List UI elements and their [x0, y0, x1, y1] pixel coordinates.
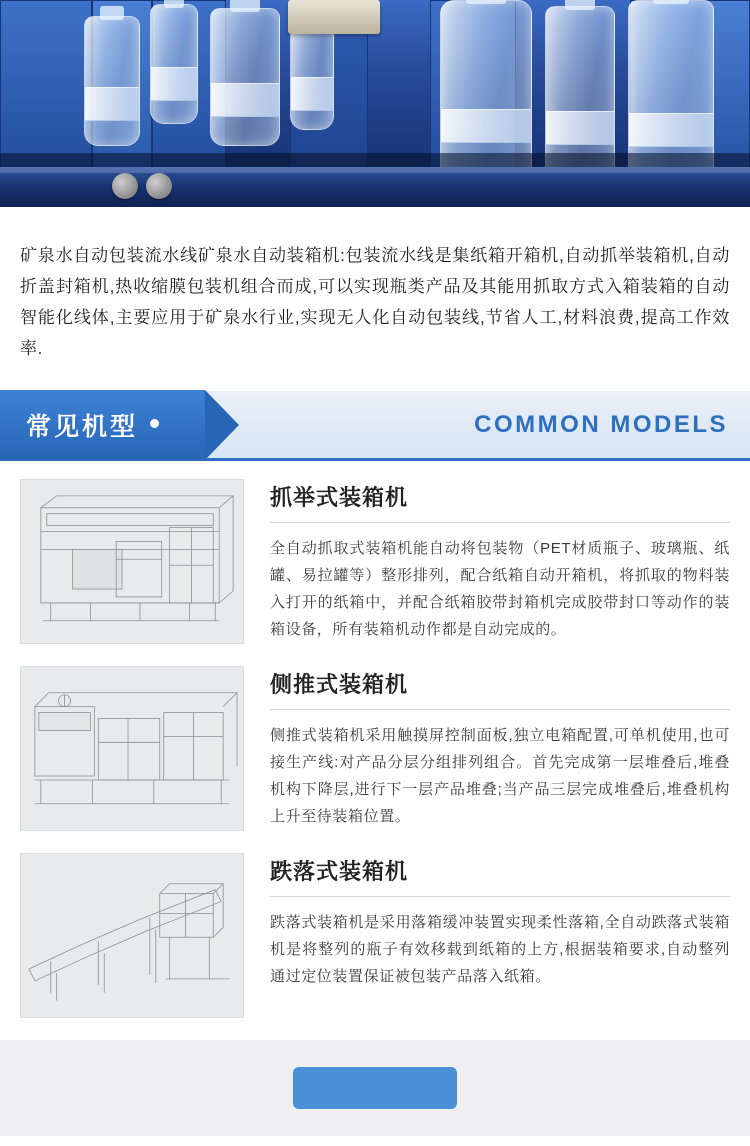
banner-dot-icon — [150, 419, 159, 428]
conveyor-shadow — [0, 153, 750, 167]
machine-arm — [288, 0, 380, 34]
model-thumbnail[interactable] — [20, 853, 244, 1018]
section-title-en: COMMON MODELS — [474, 410, 728, 438]
water-bottle — [290, 26, 334, 130]
model-title: 抓举式装箱机 — [270, 481, 730, 523]
section-banner-left — [0, 390, 205, 460]
grab-type-case-packer-line-drawing — [21, 480, 243, 644]
model-description: 侧推式装箱机采用触摸屏控制面板,独立电箱配置,可单机使用,也可接生产线:对产品分层分组排列组合。首先完成第一层堆叠后,堆叠机构下降层,进行下一层产品堆叠;当产品三层完成堆叠后,堆叠机构上升至待装箱位置。 — [270, 727, 730, 825]
model-body — [270, 853, 730, 1018]
model-thumbnail[interactable] — [20, 479, 244, 644]
section-title-cn: 常见机型 — [26, 412, 139, 441]
model-body — [270, 666, 730, 831]
conveyor-roller — [112, 173, 138, 199]
intro-paragraph: 矿泉水自动包装流水线矿泉水自动装箱机:包装流水线是集纸箱开箱机,自动抓举装箱机,自动折盖封箱机,热收缩膜包装机组合而成,可以实现瓶类产品及其能用抓取方式入箱装箱的自动智能化线体,主要应用于矿泉水行业,实现无人化自动包装线,节省人工,材料浪费,提高工作效率. — [20, 246, 730, 358]
model-description: 跌落式装箱机是采用落箱缓冲装置实现柔性落箱,全自动跌落式装箱机是将整列的瓶子有效移载到纸箱的上方,根据装箱要求,自动整列通过定位装置保证被包装产品落入纸箱。 — [270, 914, 730, 985]
drop-type-case-packer-line-drawing — [21, 854, 243, 1018]
model-body — [270, 479, 730, 644]
model-description: 全自动抓取式装箱机能自动将包装物（PET材质瓶子、玻璃瓶、纸罐、易拉罐等）整形排列，配合纸箱自动开箱机，将抓取的物料装入打开的纸箱中，并配合纸箱胶带封箱机完成胶带封口等动作的装箱设备，所有装箱机动作都是自动完成的。 — [270, 540, 730, 638]
footer-action-button[interactable] — [293, 1067, 457, 1109]
water-bottle — [210, 8, 280, 146]
model-title: 侧推式装箱机 — [270, 668, 730, 710]
model-list — [0, 461, 750, 1018]
conveyor-roller — [146, 173, 172, 199]
model-thumbnail[interactable] — [20, 666, 244, 831]
water-bottle — [150, 4, 198, 124]
side-push-case-packer-line-drawing — [21, 667, 243, 831]
list-item[interactable] — [20, 666, 730, 831]
water-bottle — [84, 16, 140, 146]
hero-image — [0, 0, 750, 207]
list-item[interactable] — [20, 853, 730, 1018]
model-title: 跌落式装箱机 — [270, 855, 730, 897]
list-item[interactable] — [20, 479, 730, 644]
section-banner — [0, 391, 750, 461]
footer-bar — [0, 1040, 750, 1136]
